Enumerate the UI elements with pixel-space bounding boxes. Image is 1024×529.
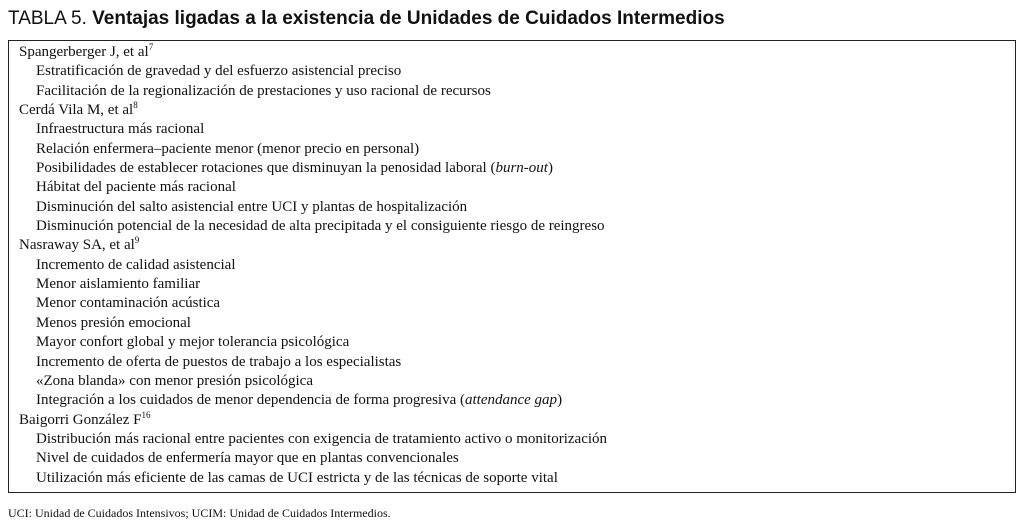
advantage-item-text: Mayor confort global y mejor tolerancia psicológica — [36, 334, 350, 351]
advantage-item — [19, 198, 1009, 217]
advantage-item-text: Utilización más eficiente de las camas de UCI estricta y de las técnicas de soporte vital — [36, 469, 558, 486]
advantage-item — [19, 391, 1009, 410]
author-name: Spangerberger J, et al — [19, 44, 149, 60]
advantage-item-text: «Zona blanda» con menor presión psicológica — [36, 372, 314, 389]
table-box — [8, 40, 1016, 493]
author-row — [19, 43, 1009, 62]
reference-number: 8 — [133, 100, 138, 111]
advantage-item-italic-text: attendance gap — [465, 392, 558, 409]
advantage-item-italic-text: burn-out — [495, 160, 548, 177]
advantage-item — [19, 333, 1009, 352]
advantage-item — [19, 372, 1009, 391]
advantage-item — [19, 120, 1009, 139]
advantage-item-text: Hábitat del paciente más racional — [36, 179, 236, 196]
advantage-item — [19, 449, 1009, 468]
advantage-item — [19, 159, 1009, 178]
table-title-text: Ventajas ligadas a la existencia de Unidades de Cuidados Intermedios — [92, 8, 725, 29]
advantage-item — [19, 469, 1009, 488]
reference-number: 16 — [141, 409, 151, 420]
table-number: TABLA 5. — [8, 8, 93, 29]
advantage-item-text: Estratificación de gravedad y del esfuerzo asistencial preciso — [36, 63, 402, 80]
advantage-item-text: Menor aislamiento familiar — [36, 276, 201, 293]
advantage-item-text: Integración a los cuidados de menor dependencia de forma progresiva ( — [36, 392, 465, 409]
table-rows — [19, 43, 1009, 488]
table-footnote: UCI: Unidad de Cuidados Intensivos; UCIM: Unidad de Cuidados Intermedios. — [8, 506, 391, 520]
advantage-item-text: Menos presión emocional — [36, 314, 191, 331]
author-name: Baigorri González F — [19, 411, 142, 428]
advantage-item-text: ) — [557, 392, 563, 409]
advantage-item — [19, 82, 1009, 101]
advantage-item-text: Infraestructura más racional — [36, 121, 205, 138]
author-name: Cerdá Vila M, et al — [19, 102, 134, 119]
advantage-item-text: Disminución del salto asistencial entre UCI y plantas de hospitalización — [36, 198, 468, 215]
advantage-item — [19, 353, 1009, 372]
reference-number: 9 — [134, 235, 140, 246]
advantage-item — [19, 314, 1009, 333]
advantage-item — [19, 217, 1009, 236]
advantage-item — [19, 256, 1009, 275]
advantage-item — [19, 294, 1009, 313]
advantage-item-text: Distribución más racional entre pacientes con exigencia de tratamiento activo o monitorización — [36, 430, 608, 447]
advantage-item-text: Incremento de oferta de puestos de trabajo a los especialistas — [36, 353, 402, 370]
author-row — [19, 101, 1009, 120]
advantage-item-text: Relación enfermera–paciente menor (menor precio en personal) — [36, 140, 420, 157]
advantage-item-text: Disminución potencial de la necesidad de alta precipitada y el consiguiente riesgo de reingreso — [36, 218, 605, 235]
advantage-item-text: Incremento de calidad asistencial — [36, 256, 236, 273]
author-row — [19, 236, 1009, 255]
author-name: Nasraway SA, et al — [19, 237, 135, 254]
advantage-item — [19, 140, 1009, 159]
advantage-item-text: Facilitación de la regionalización de prestaciones y uso racional de recursos — [36, 82, 491, 99]
reference-number: 7 — [148, 42, 154, 52]
advantage-item-text: Menor contaminación acústica — [36, 295, 221, 312]
advantage-item — [19, 275, 1009, 294]
table-title — [8, 7, 725, 31]
author-row — [19, 411, 1009, 430]
advantage-item — [19, 62, 1009, 81]
advantage-item-text: Posibilidades de establecer rotaciones que disminuyan la penosidad laboral ( — [36, 160, 496, 177]
advantage-item-text: ) — [547, 160, 553, 177]
advantage-item — [19, 430, 1009, 449]
advantage-item — [19, 178, 1009, 197]
advantage-item-text: Nivel de cuidados de enfermería mayor que en plantas convencionales — [36, 450, 459, 467]
